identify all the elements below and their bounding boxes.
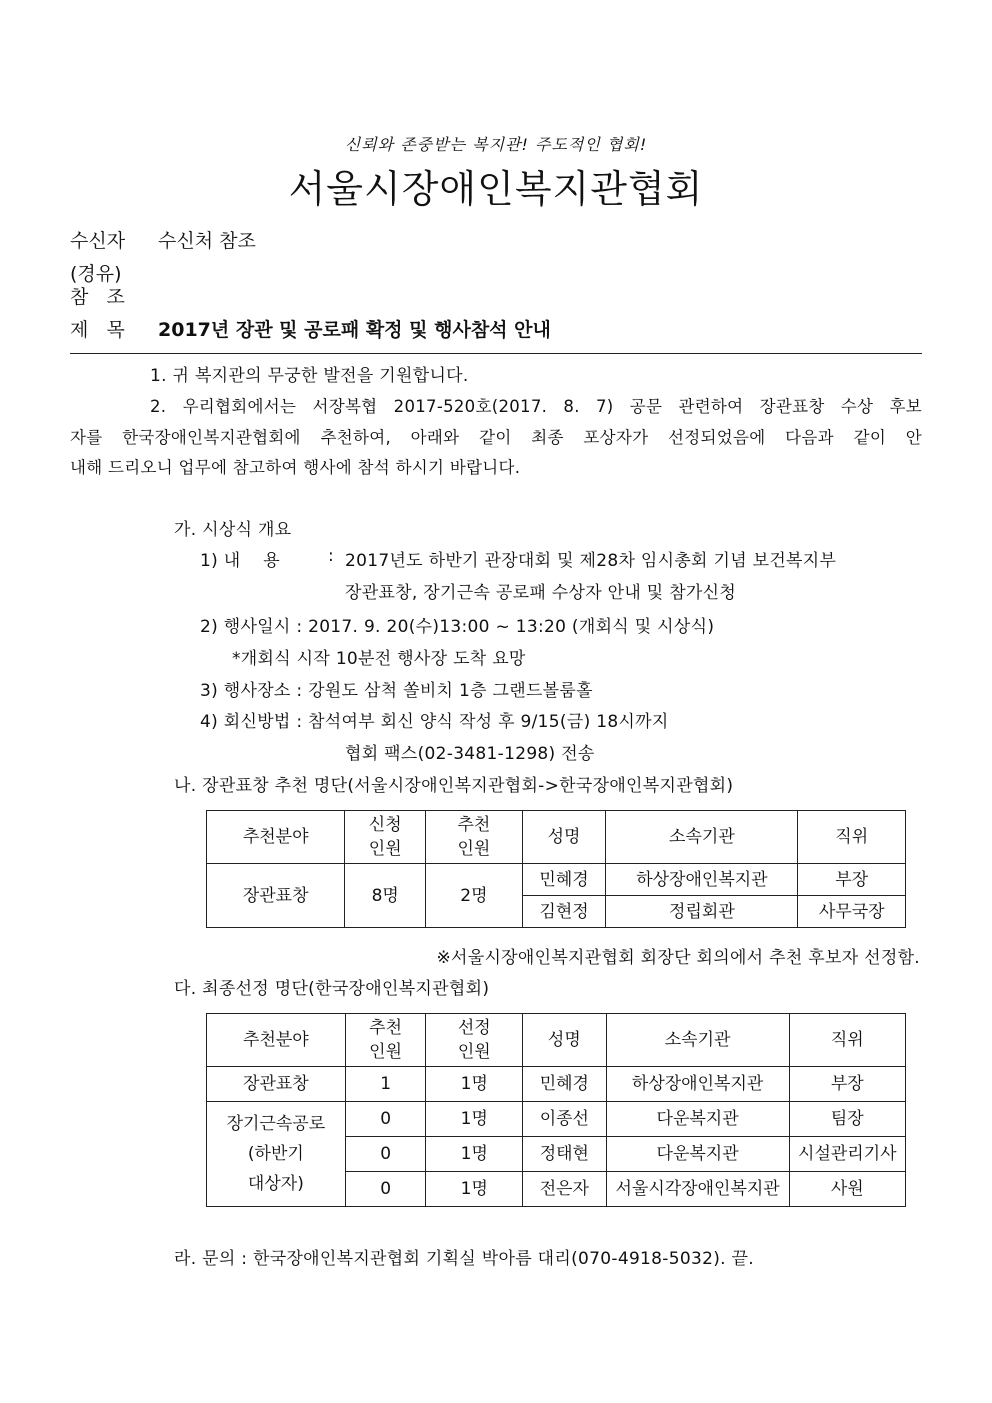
table-cell: 민혜경 [522, 864, 606, 896]
table-cell: 2명 [426, 864, 523, 928]
table-cell: 민혜경 [523, 1067, 607, 1102]
table-cell: 장기근속공로 (하반기 대상자) [207, 1102, 346, 1207]
table-cell: 다운복지관 [606, 1102, 789, 1137]
table-cell: 다운복지관 [606, 1137, 789, 1172]
final-selection-table [206, 1013, 906, 1207]
section-a-item-1-line-2: 장관표창, 장기근속 공로패 수상자 안내 및 참가신청 [345, 583, 737, 603]
table-cell: 1명 [426, 1137, 523, 1172]
table-header: 추천 인원 [426, 811, 523, 864]
table-header: 직위 [798, 811, 906, 864]
paragraph-2-line-3: 내해 드리오니 업무에 참고하여 행사에 참석 하시기 바랍니다. [70, 458, 521, 477]
table-cell: 정태현 [523, 1137, 607, 1172]
table-cell: 1명 [426, 1067, 523, 1102]
table-header: 직위 [789, 1014, 905, 1067]
table-cell: 시설관리기사 [789, 1137, 905, 1172]
section-a-item-1-colon: : [328, 546, 335, 566]
table-cell: 서울시각장애인복지관 [606, 1172, 789, 1207]
table-cell: 부장 [798, 864, 906, 896]
subject-value: 2017년 장관 및 공로패 확정 및 행사참석 안내 [158, 319, 551, 341]
via-label: (경유) [70, 263, 122, 285]
table-cell: 1명 [426, 1102, 523, 1137]
recipient-value: 수신처 참조 [158, 230, 256, 252]
table-cell: 하상장애인복지관 [606, 1067, 789, 1102]
table-header: 추천분야 [207, 811, 345, 864]
table-cell: 1 [345, 1067, 426, 1102]
section-a-item-1-line-1: 2017년도 하반기 관장대회 및 제28차 임시총회 기념 보건복지부 [345, 551, 837, 571]
table-cell: 0 [345, 1137, 426, 1172]
section-d-contact: 라. 문의 : 한국장애인복지관협회 기획실 박아름 대리(070-4918-5032). 끝. [174, 1249, 754, 1269]
section-b-note: ※서울시장애인복지관협회 회장단 회의에서 추천 후보자 선정함. [436, 948, 920, 968]
table-cell: 장관표창 [207, 864, 345, 928]
table-row [207, 864, 906, 896]
paragraph-2-line-1: 2. 우리협회에서는 서장복협 2017-520호(2017. 8. 7) 공문 관련하여 장관표창 수상 후보 [150, 397, 922, 416]
table-header-row [207, 811, 906, 864]
table-cell: 사원 [789, 1172, 905, 1207]
table-header: 추천분야 [207, 1014, 346, 1067]
recommendation-table [206, 810, 906, 928]
section-a-item-1-label: 1) 내 용 [200, 551, 281, 571]
table-header: 성명 [522, 811, 606, 864]
section-a-item-3: 3) 행사장소 : 강원도 삼척 쏠비치 1층 그랜드볼룸홀 [200, 681, 593, 701]
table-cell: 1명 [426, 1172, 523, 1207]
paragraph-1: 1. 귀 복지관의 무궁한 발전을 기원합니다. [150, 366, 469, 386]
table-cell: 0 [345, 1102, 426, 1137]
recipient-label: 수신자 [70, 230, 126, 252]
organization-title: 서울시장애인복지관협회 [288, 167, 704, 211]
table-cell: 0 [345, 1172, 426, 1207]
table-cell: 부장 [789, 1067, 905, 1102]
section-b-title: 나. 장관표창 추천 명단(서울시장애인복지관협회->한국장애인복지관협회) [174, 776, 734, 796]
table-cell: 사무국장 [798, 896, 906, 928]
section-a-item-2-note: *개회식 시작 10분전 행사장 도착 요망 [232, 649, 526, 669]
table-cell: 전은자 [523, 1172, 607, 1207]
table-cell: 8명 [345, 864, 426, 928]
table-cell: 이종선 [523, 1102, 607, 1137]
table-row [207, 1102, 906, 1137]
table-cell: 하상장애인복지관 [606, 864, 798, 896]
section-a-title: 가. 시상식 개요 [174, 520, 292, 540]
table-cell: 김현정 [522, 896, 606, 928]
table-header: 선정 인원 [426, 1014, 523, 1067]
section-a-item-4: 4) 회신방법 : 참석여부 회신 양식 작성 후 9/15(금) 18시까지 [200, 712, 669, 732]
table-header: 소속기관 [606, 811, 798, 864]
divider [70, 353, 922, 354]
table-row [207, 1067, 906, 1102]
section-a-item-4-line-2: 협회 팩스(02-3481-1298) 전송 [345, 744, 595, 764]
reference-label: 참 조 [70, 286, 125, 308]
table-header: 성명 [523, 1014, 607, 1067]
table-header: 소속기관 [606, 1014, 789, 1067]
table-cell: 정립회관 [606, 896, 798, 928]
table-header-row [207, 1014, 906, 1067]
section-c-title: 다. 최종선정 명단(한국장애인복지관협회) [174, 979, 490, 999]
table-header: 신청 인원 [345, 811, 426, 864]
slogan: 신뢰와 존중받는 복지관! 주도적인 협회! [344, 135, 648, 154]
table-cell: 팀장 [789, 1102, 905, 1137]
section-a-item-2: 2) 행사일시 : 2017. 9. 20(수)13:00 ~ 13:20 (개회식 및 시상식) [200, 617, 715, 637]
table-cell: 장관표창 [207, 1067, 346, 1102]
paragraph-2-line-2: 자를 한국장애인복지관협회에 추천하여, 아래와 같이 최종 포상자가 선정되었음에 다음과 같이 안 [70, 428, 922, 447]
subject-label: 제 목 [70, 319, 125, 341]
table-header: 추천 인원 [345, 1014, 426, 1067]
